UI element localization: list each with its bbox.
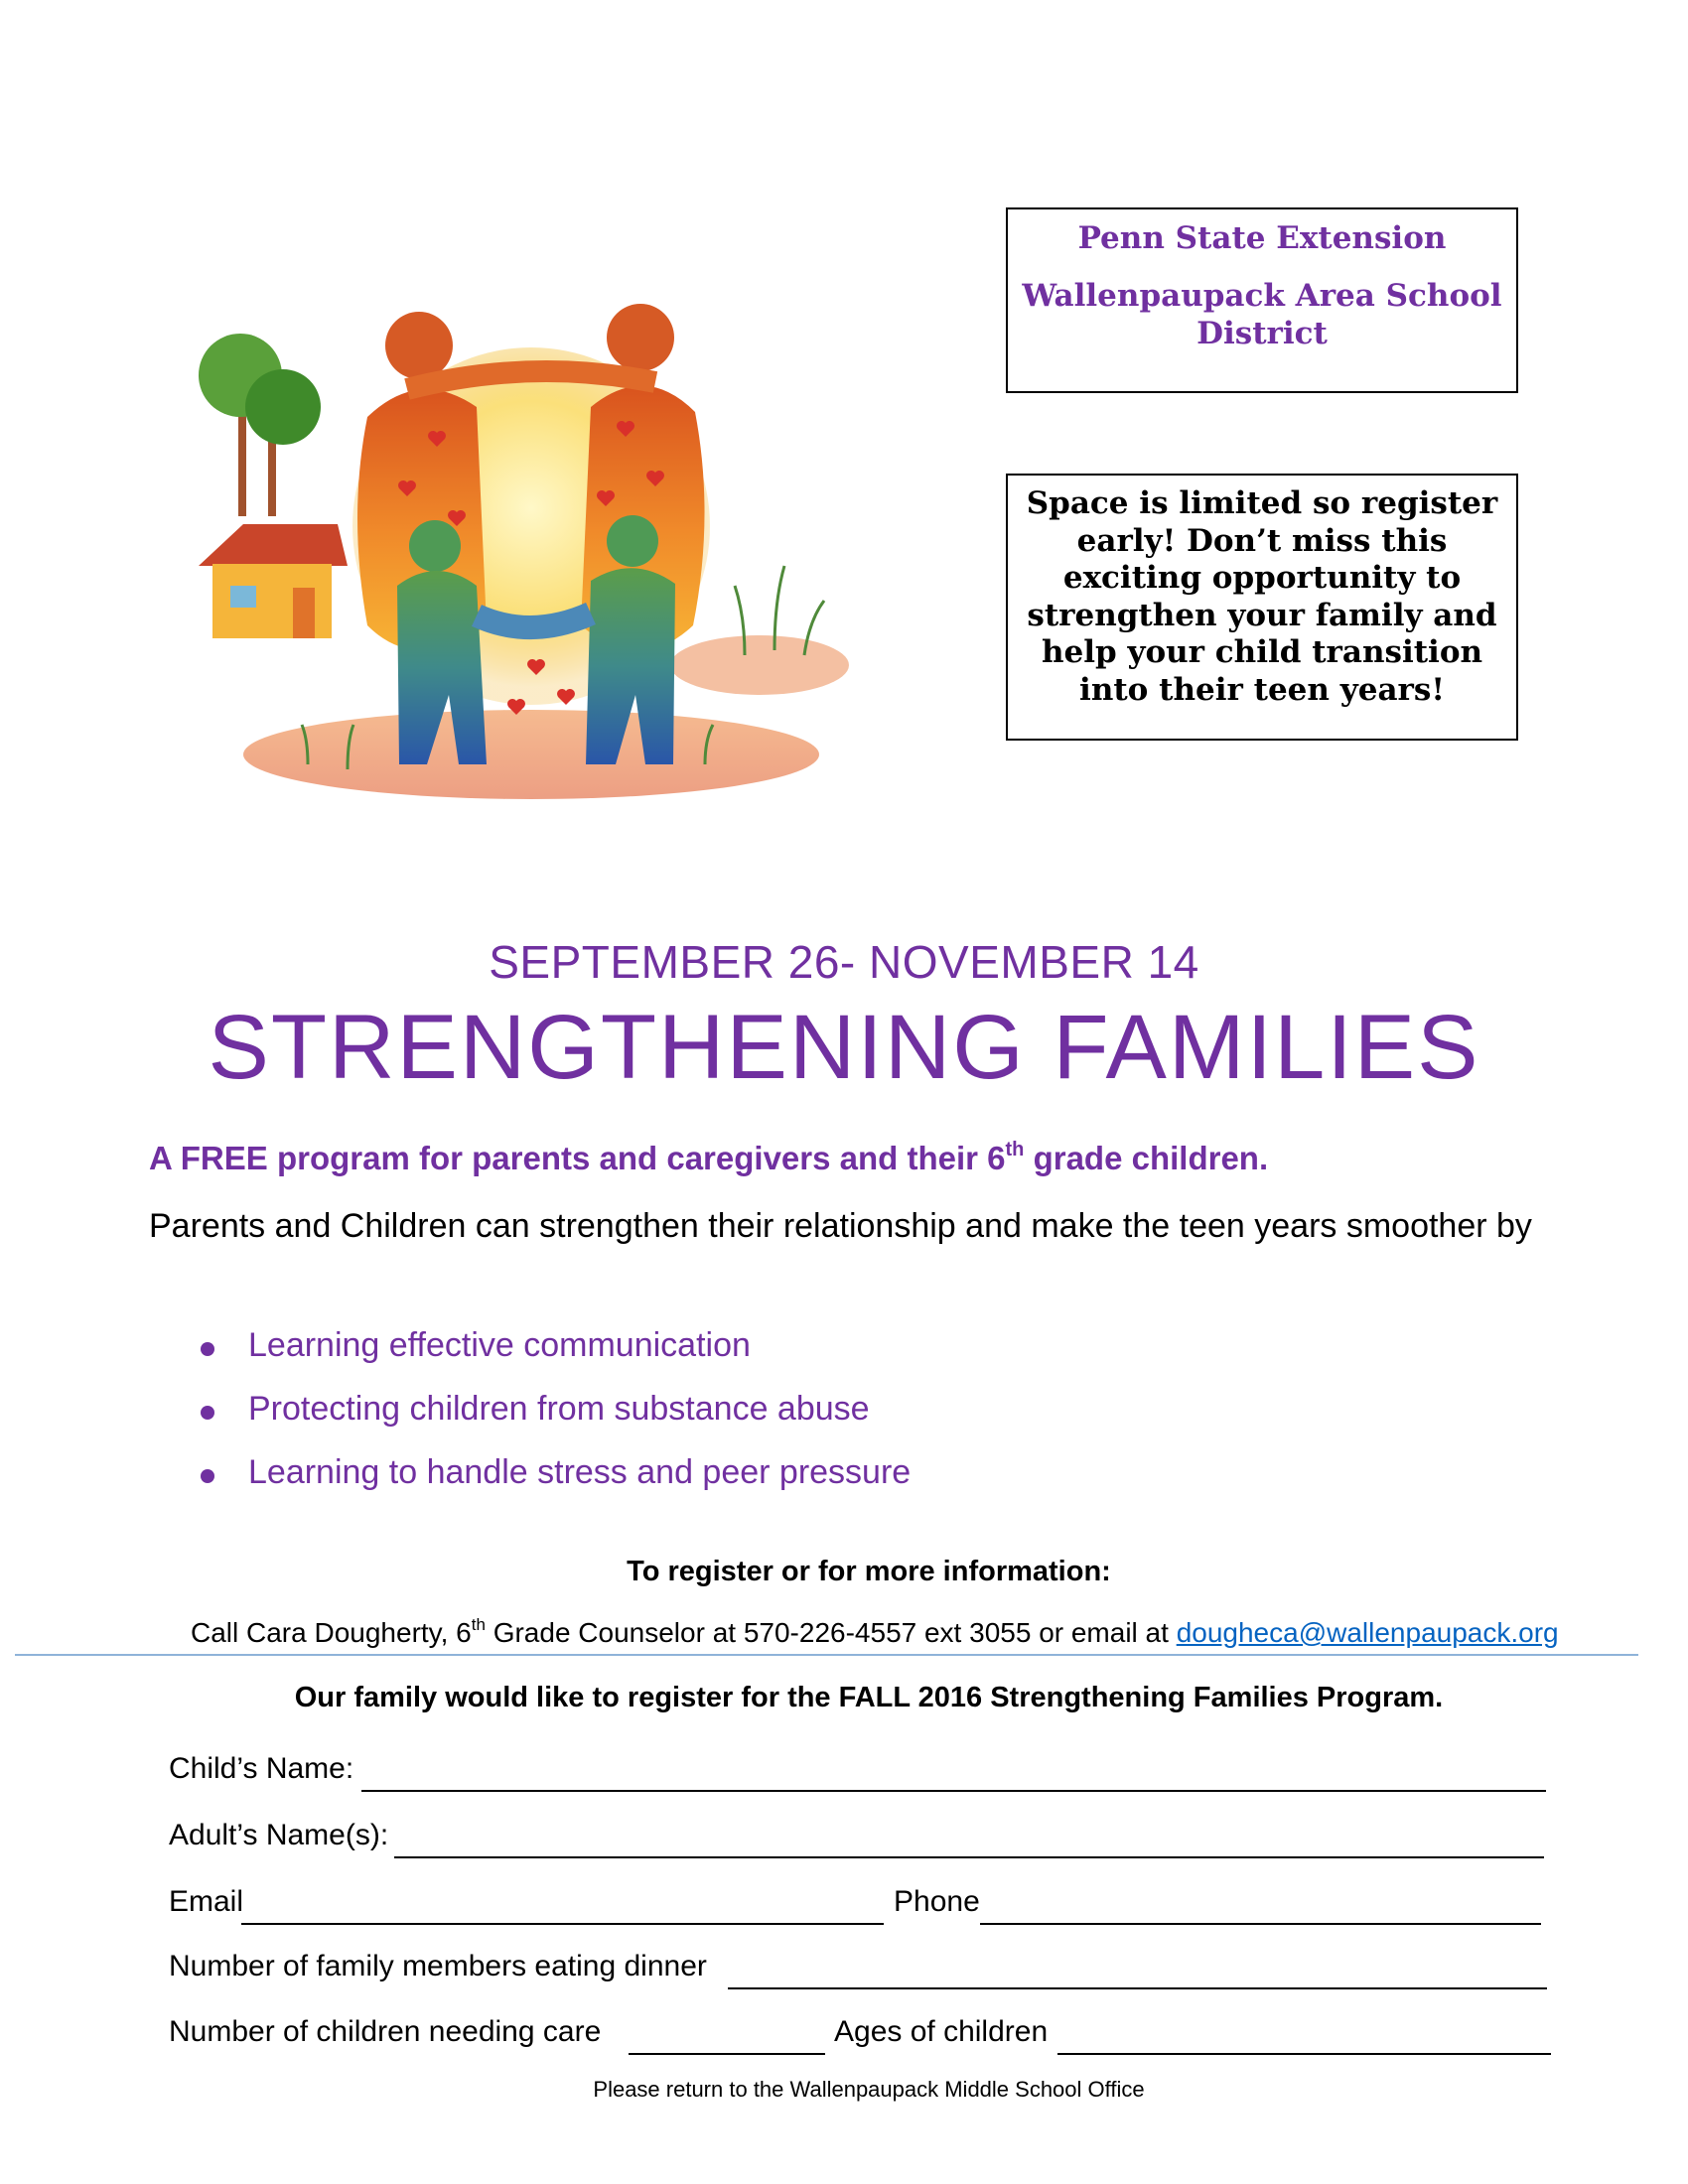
email-field[interactable] bbox=[241, 1923, 884, 1925]
page-title: STRENGTHENING FAMILIES bbox=[208, 997, 1480, 1098]
list-item bbox=[199, 1453, 911, 1517]
divider bbox=[15, 1654, 1638, 1656]
adult-names-label: Adult’s Name(s): bbox=[169, 1819, 389, 1851]
ages-label: Ages of children bbox=[834, 2015, 1049, 2048]
dinner-count-label: Number of family members eating dinner bbox=[169, 1950, 707, 1982]
phone-label: Phone bbox=[894, 1885, 980, 1918]
list-item-label: Learning effective communication bbox=[248, 1326, 751, 1364]
list-item-label: Learning to handle stress and peer pressure bbox=[248, 1453, 912, 1491]
program-subhead bbox=[149, 1140, 1268, 1177]
bullet-icon bbox=[201, 1406, 214, 1420]
bullet-icon bbox=[201, 1469, 214, 1483]
child-name-label: Child’s Name: bbox=[169, 1752, 354, 1785]
sponsor-box bbox=[1006, 207, 1518, 393]
bullet-icon bbox=[201, 1342, 214, 1356]
adult-names-field[interactable] bbox=[394, 1856, 1544, 1858]
care-count-field[interactable] bbox=[629, 2053, 825, 2055]
ages-field[interactable] bbox=[1057, 2053, 1551, 2055]
contact-text-end: Grade Counselor at 570-226-4557 ext 3055 or email at bbox=[485, 1617, 1177, 1648]
subhead-superscript: th bbox=[1005, 1139, 1025, 1160]
phone-field[interactable] bbox=[980, 1923, 1541, 1925]
contact-superscript: th bbox=[471, 1615, 486, 1634]
subhead-text-end: grade children. bbox=[1024, 1140, 1269, 1176]
care-count-label: Number of children needing care bbox=[169, 2015, 602, 2048]
family-circle-illustration bbox=[189, 298, 864, 834]
notice-box bbox=[1006, 474, 1518, 741]
email-link[interactable]: dougheca@wallenpaupack.org bbox=[1176, 1617, 1559, 1648]
dinner-count-field[interactable] bbox=[728, 1987, 1547, 1989]
intro-paragraph: Parents and Children can strengthen their relationship and make the teen years smoother by bbox=[149, 1207, 1532, 1245]
list-item-label: Protecting children from substance abuse bbox=[248, 1390, 870, 1428]
program-dates: SEPTEMBER 26- NOVEMBER 14 bbox=[489, 936, 1199, 988]
notice-text: Space is limited so register early! Don’t miss this exciting opportunity to strengthen your family and help your child transition into their teen years! bbox=[1026, 485, 1498, 708]
register-heading: To register or for more information: bbox=[627, 1556, 1111, 1587]
form-heading: Our family would like to register for the FALL 2016 Strengthening Families Program. bbox=[294, 1682, 1444, 1713]
contact-text: Call Cara Dougherty, 6 bbox=[191, 1617, 472, 1648]
sponsor-school-district: Wallenpaupack Area School District bbox=[1022, 278, 1502, 351]
list-item bbox=[199, 1390, 911, 1453]
contact-line bbox=[191, 1617, 1559, 1649]
subhead-text: A FREE program for parents and caregivers and their 6 bbox=[149, 1140, 1006, 1176]
list-item bbox=[199, 1326, 911, 1390]
return-instructions: Please return to the Wallenpaupack Middle School Office bbox=[593, 2077, 1145, 2102]
benefit-list bbox=[199, 1326, 911, 1517]
sponsor-penn-state: Penn State Extension bbox=[1077, 220, 1447, 256]
child-name-field[interactable] bbox=[361, 1790, 1546, 1792]
email-label: Email bbox=[169, 1885, 244, 1918]
